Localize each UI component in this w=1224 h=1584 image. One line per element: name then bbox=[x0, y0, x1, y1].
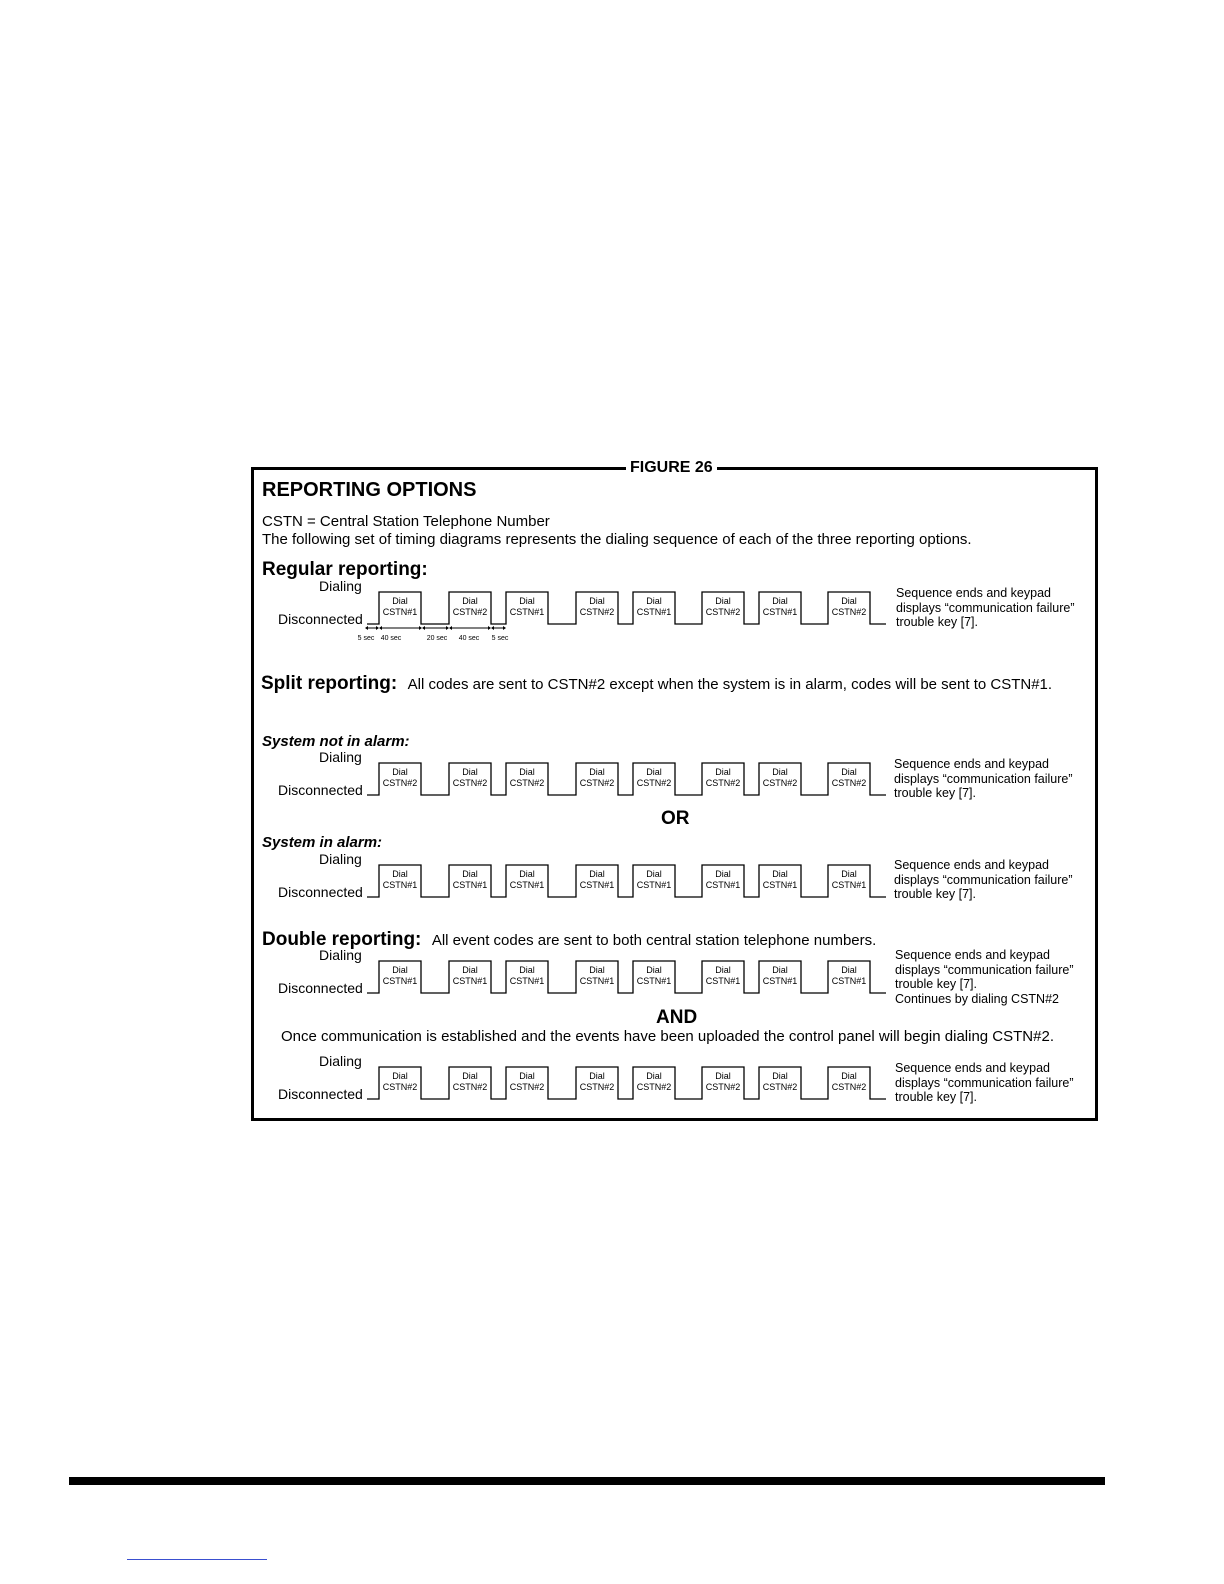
double-second-pulse-6-dial: Dial bbox=[715, 1071, 731, 1081]
regular-pulse-7-label: CSTN#1 bbox=[762, 607, 798, 617]
regular-pulse-3-dial: Dial bbox=[519, 596, 535, 606]
in-alarm-pulse-4-label: CSTN#1 bbox=[579, 880, 615, 890]
double-second-timing-diagram bbox=[360, 1063, 890, 1103]
not-alarm-pulse-8-label: CSTN#2 bbox=[831, 778, 867, 788]
not-alarm-heading: System not in alarm: bbox=[262, 733, 410, 750]
timing-label-2: 40 sec bbox=[380, 635, 402, 642]
figure-label: FIGURE 26 bbox=[626, 458, 717, 478]
double-first-pulse-7-label: CSTN#1 bbox=[762, 976, 798, 986]
timing-arrowhead-right-4 bbox=[488, 626, 491, 630]
not-alarm-pulse-2-dial: Dial bbox=[462, 767, 478, 777]
double-description: All event codes are sent to both central station telephone numbers. bbox=[431, 932, 877, 949]
timing-label-1: 5 sec bbox=[357, 635, 375, 642]
regular-pulse-2-dial: Dial bbox=[462, 596, 478, 606]
timing-label-4: 40 sec bbox=[458, 635, 480, 642]
regular-pulse-6-label: CSTN#2 bbox=[705, 607, 741, 617]
not-alarm-disconnected-label: Disconnected bbox=[278, 782, 363, 798]
footer-link-underline bbox=[127, 1559, 267, 1560]
regular-note: Sequence ends and keypad displays “communication failure” trouble key [7]. bbox=[896, 586, 1075, 629]
footer-rule bbox=[69, 1477, 1105, 1485]
split-description: All codes are sent to CSTN#2 except when the system is in alarm, codes will be sent to CSTN#1. bbox=[407, 676, 1053, 693]
regular-pulse-8-label: CSTN#2 bbox=[831, 607, 867, 617]
timing-arrowhead-right-1 bbox=[376, 626, 379, 630]
not-alarm-pulse-1-dial: Dial bbox=[392, 767, 408, 777]
cstn-definition: CSTN = Central Station Telephone Number bbox=[262, 513, 550, 530]
in-alarm-pulse-8-label: CSTN#1 bbox=[831, 880, 867, 890]
or-label: OR bbox=[661, 808, 690, 829]
in-alarm-pulse-5-label: CSTN#1 bbox=[636, 880, 672, 890]
double-first-pulse-4-label: CSTN#1 bbox=[579, 976, 615, 986]
double-second-pulse-8-label: CSTN#2 bbox=[831, 1082, 867, 1092]
in-alarm-heading: System in alarm: bbox=[262, 834, 383, 851]
not-alarm-pulse-5-label: CSTN#2 bbox=[636, 778, 672, 788]
timing-arrowhead-left-3 bbox=[422, 626, 425, 630]
not-alarm-pulse-3-label: CSTN#2 bbox=[509, 778, 545, 788]
in-alarm-pulse-5-dial: Dial bbox=[646, 869, 662, 879]
double-first-signal-line bbox=[367, 961, 886, 993]
not-alarm-pulse-5-dial: Dial bbox=[646, 767, 662, 777]
double-disconnected-label: Disconnected bbox=[278, 980, 363, 996]
timing-arrowhead-right-5 bbox=[503, 626, 506, 630]
double-first-pulse-6-label: CSTN#1 bbox=[705, 976, 741, 986]
not-alarm-pulse-7-label: CSTN#2 bbox=[762, 778, 798, 788]
double-heading: Double reporting: bbox=[262, 929, 422, 950]
double-first-pulse-4-dial: Dial bbox=[589, 965, 605, 975]
split-heading: Split reporting: bbox=[261, 673, 398, 694]
timing-arrowhead-right-2 bbox=[419, 626, 422, 630]
double-second-pulse-2-label: CSTN#2 bbox=[452, 1082, 488, 1092]
in-alarm-pulse-2-label: CSTN#1 bbox=[452, 880, 488, 890]
double-first-pulse-6-dial: Dial bbox=[715, 965, 731, 975]
regular-pulse-4-dial: Dial bbox=[589, 596, 605, 606]
in-alarm-timing-diagram bbox=[360, 861, 890, 901]
not-alarm-pulse-6-dial: Dial bbox=[715, 767, 731, 777]
figure-title: REPORTING OPTIONS bbox=[262, 479, 477, 501]
and-label: AND bbox=[656, 1007, 698, 1028]
double-first-pulse-5-label: CSTN#1 bbox=[636, 976, 672, 986]
regular-pulse-8-dial: Dial bbox=[841, 596, 857, 606]
double-second-signal-line bbox=[367, 1067, 886, 1099]
double2-dialing-label: Dialing bbox=[319, 1053, 362, 1069]
split-section bbox=[261, 673, 1052, 695]
not-alarm-timing-diagram bbox=[360, 759, 890, 799]
double-dialing-label: Dialing bbox=[319, 947, 362, 963]
in-alarm-pulse-2-dial: Dial bbox=[462, 869, 478, 879]
in-alarm-pulse-4-dial: Dial bbox=[589, 869, 605, 879]
double-second-pulse-3-dial: Dial bbox=[519, 1071, 535, 1081]
double-first-pulse-3-label: CSTN#1 bbox=[509, 976, 545, 986]
not-alarm-pulse-8-dial: Dial bbox=[841, 767, 857, 777]
double-first-pulse-3-dial: Dial bbox=[519, 965, 535, 975]
double-first-pulse-8-dial: Dial bbox=[841, 965, 857, 975]
in-alarm-pulse-3-dial: Dial bbox=[519, 869, 535, 879]
regular-pulse-6-dial: Dial bbox=[715, 596, 731, 606]
in-alarm-pulse-7-dial: Dial bbox=[772, 869, 788, 879]
double-between-text: Once communication is established and the events have been uploaded the control panel will begin dialing CSTN#2. bbox=[281, 1028, 1054, 1045]
in-alarm-signal-line bbox=[367, 865, 886, 897]
double-first-timing-diagram bbox=[360, 957, 890, 997]
in-alarm-pulse-3-label: CSTN#1 bbox=[509, 880, 545, 890]
regular-pulse-5-label: CSTN#1 bbox=[636, 607, 672, 617]
double-first-pulse-5-dial: Dial bbox=[646, 965, 662, 975]
in-alarm-note: Sequence ends and keypad displays “communication failure” trouble key [7]. bbox=[894, 858, 1073, 901]
double-second-pulse-5-dial: Dial bbox=[646, 1071, 662, 1081]
regular-disconnected-label: Disconnected bbox=[278, 611, 363, 627]
regular-pulse-2-label: CSTN#2 bbox=[452, 607, 488, 617]
double-second-pulse-2-dial: Dial bbox=[462, 1071, 478, 1081]
timing-arrowhead-left-4 bbox=[449, 626, 452, 630]
regular-pulse-7-dial: Dial bbox=[772, 596, 788, 606]
not-alarm-pulse-4-dial: Dial bbox=[589, 767, 605, 777]
regular-timing-diagram bbox=[357, 588, 890, 648]
in-alarm-pulse-1-label: CSTN#1 bbox=[382, 880, 418, 890]
double-first-pulse-8-label: CSTN#1 bbox=[831, 976, 867, 986]
in-alarm-pulse-6-dial: Dial bbox=[715, 869, 731, 879]
regular-pulse-3-label: CSTN#1 bbox=[509, 607, 545, 617]
not-alarm-pulse-4-label: CSTN#2 bbox=[579, 778, 615, 788]
timing-arrowhead-right-3 bbox=[446, 626, 449, 630]
in-alarm-disconnected-label: Disconnected bbox=[278, 884, 363, 900]
figure-intro: The following set of timing diagrams represents the dialing sequence of each of the three reporting options. bbox=[262, 531, 972, 548]
in-alarm-pulse-8-dial: Dial bbox=[841, 869, 857, 879]
double-second-pulse-7-dial: Dial bbox=[772, 1071, 788, 1081]
not-alarm-note: Sequence ends and keypad displays “communication failure” trouble key [7]. bbox=[894, 757, 1073, 800]
double-first-pulse-2-label: CSTN#1 bbox=[452, 976, 488, 986]
double-first-pulse-1-dial: Dial bbox=[392, 965, 408, 975]
double-second-pulse-4-dial: Dial bbox=[589, 1071, 605, 1081]
not-alarm-pulse-6-label: CSTN#2 bbox=[705, 778, 741, 788]
double-second-note: Sequence ends and keypad displays “communication failure” trouble key [7]. bbox=[895, 1061, 1074, 1104]
regular-pulse-1-label: CSTN#1 bbox=[382, 607, 418, 617]
in-alarm-pulse-1-dial: Dial bbox=[392, 869, 408, 879]
not-alarm-pulse-3-dial: Dial bbox=[519, 767, 535, 777]
not-alarm-signal-line bbox=[367, 763, 886, 795]
regular-dialing-label: Dialing bbox=[319, 578, 362, 594]
double-second-pulse-4-label: CSTN#2 bbox=[579, 1082, 615, 1092]
timing-arrowhead-left-1 bbox=[365, 626, 368, 630]
double2-disconnected-label: Disconnected bbox=[278, 1086, 363, 1102]
not-alarm-pulse-2-label: CSTN#2 bbox=[452, 778, 488, 788]
double-first-pulse-2-dial: Dial bbox=[462, 965, 478, 975]
not-alarm-dialing-label: Dialing bbox=[319, 749, 362, 765]
timing-label-3: 20 sec bbox=[426, 635, 448, 642]
in-alarm-dialing-label: Dialing bbox=[319, 851, 362, 867]
double-second-pulse-7-label: CSTN#2 bbox=[762, 1082, 798, 1092]
regular-signal-line bbox=[367, 592, 886, 624]
double-second-pulse-3-label: CSTN#2 bbox=[509, 1082, 545, 1092]
in-alarm-pulse-7-label: CSTN#1 bbox=[762, 880, 798, 890]
double-second-pulse-8-dial: Dial bbox=[841, 1071, 857, 1081]
double-second-pulse-6-label: CSTN#2 bbox=[705, 1082, 741, 1092]
double-first-pulse-7-dial: Dial bbox=[772, 965, 788, 975]
regular-pulse-4-label: CSTN#2 bbox=[579, 607, 615, 617]
double-second-pulse-1-dial: Dial bbox=[392, 1071, 408, 1081]
timing-arrowhead-left-2 bbox=[379, 626, 382, 630]
double-second-pulse-5-label: CSTN#2 bbox=[636, 1082, 672, 1092]
not-alarm-pulse-7-dial: Dial bbox=[772, 767, 788, 777]
in-alarm-pulse-6-label: CSTN#1 bbox=[705, 880, 741, 890]
double-first-note: Sequence ends and keypad displays “communication failure” trouble key [7]. Continues by dialing CSTN#2 bbox=[895, 948, 1074, 1006]
timing-arrowhead-left-5 bbox=[491, 626, 494, 630]
double-second-pulse-1-label: CSTN#2 bbox=[382, 1082, 418, 1092]
timing-label-5: 5 sec bbox=[491, 635, 509, 642]
double-first-pulse-1-label: CSTN#1 bbox=[382, 976, 418, 986]
not-alarm-pulse-1-label: CSTN#2 bbox=[382, 778, 418, 788]
regular-pulse-5-dial: Dial bbox=[646, 596, 662, 606]
regular-pulse-1-dial: Dial bbox=[392, 596, 408, 606]
regular-heading: Regular reporting: bbox=[262, 559, 428, 580]
